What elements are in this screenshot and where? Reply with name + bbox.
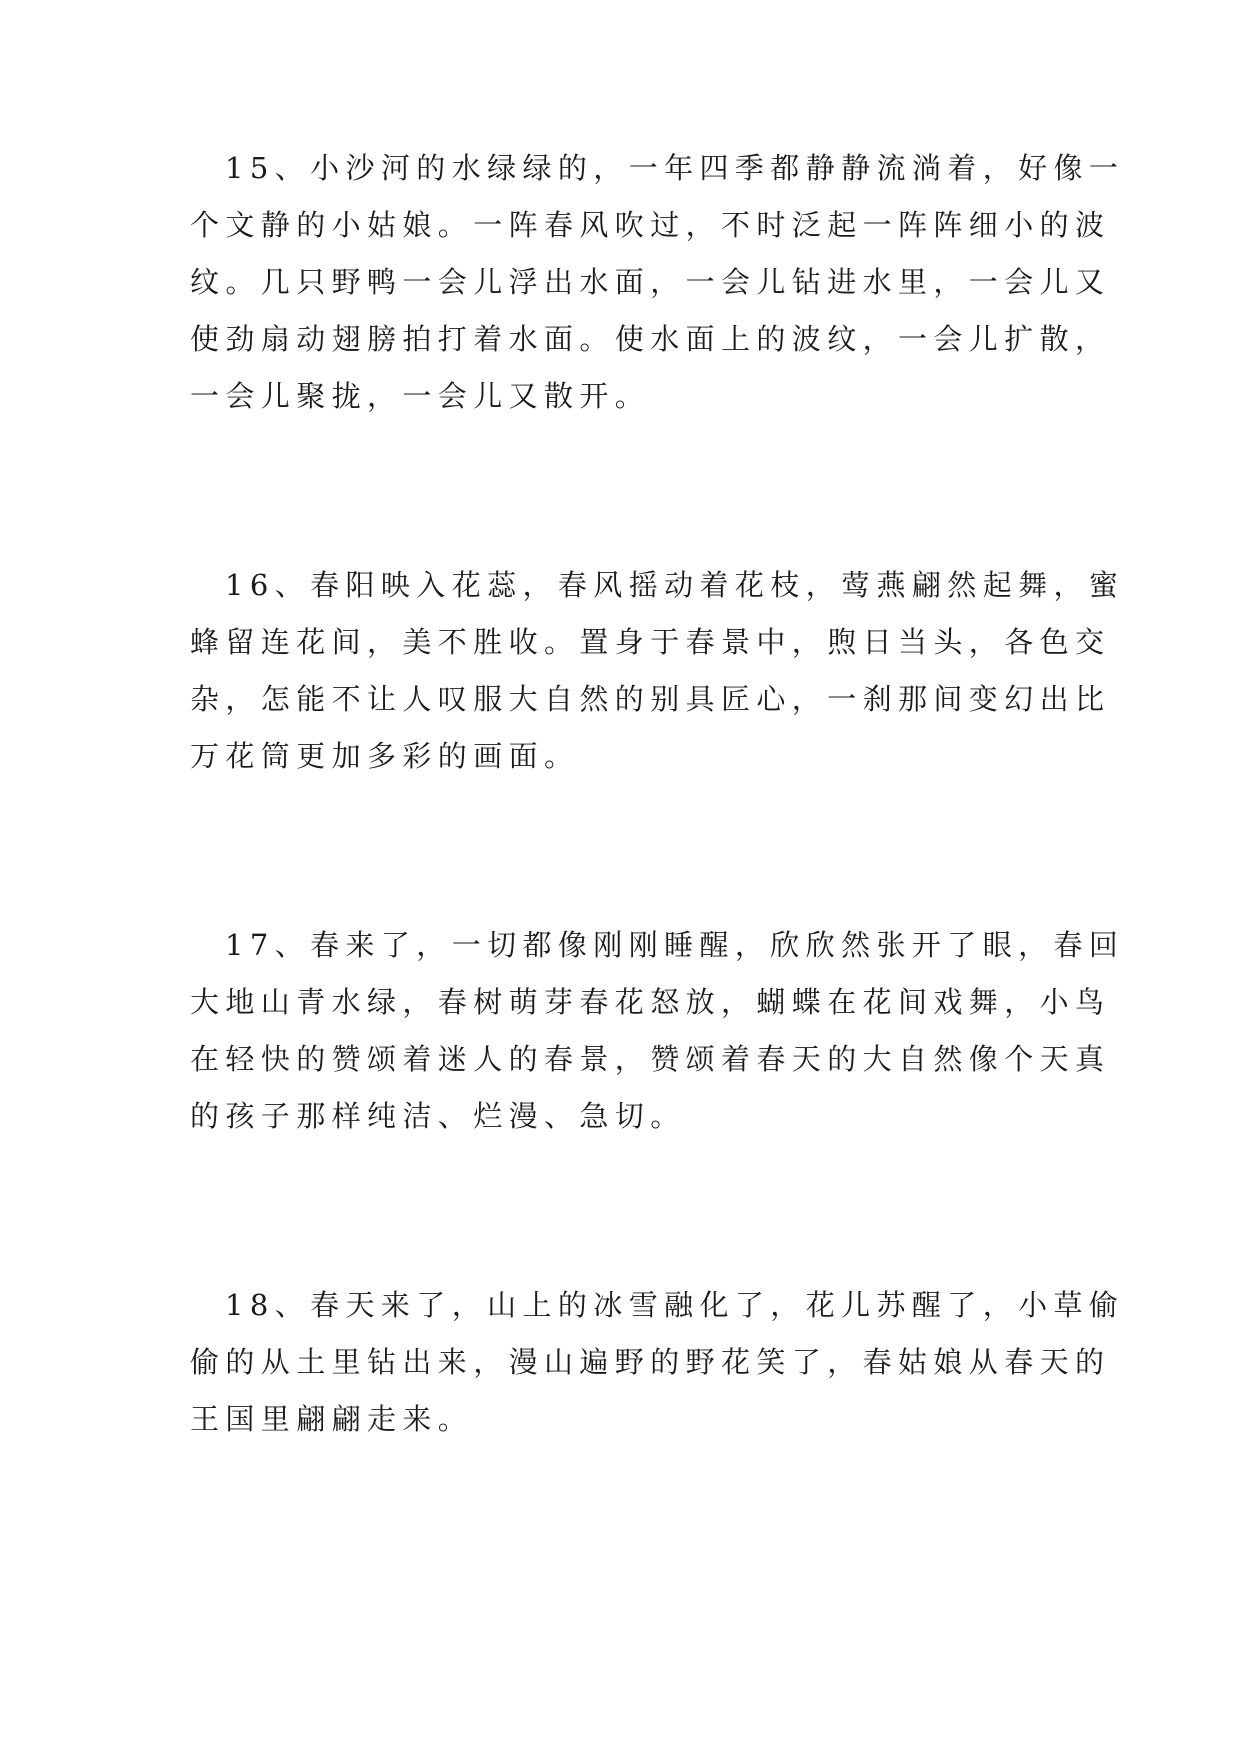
text-line: 16、春阳映入花蕊，春风摇动着花枝，莺燕翩然起舞，蜜: [225, 568, 1125, 602]
text-line: 使劲扇动翅膀拍打着水面。使水面上的波纹，一会儿扩散，: [190, 322, 1111, 356]
text-line: 大地山青水绿，春树萌芽春花怒放，蝴蝶在花间戏舞，小鸟: [190, 985, 1111, 1019]
text-line: 15、小沙河的水绿绿的，一年四季都静静流淌着，好像一: [225, 151, 1125, 185]
text-line: 王国里翩翩走来。: [190, 1402, 474, 1436]
text-line: 17、春来了，一切都像刚刚睡醒，欣欣然张开了眼，春回: [225, 928, 1125, 962]
text-line: 的孩子那样纯洁、烂漫、急切。: [190, 1099, 686, 1133]
text-line: 一会儿聚拢，一会儿又散开。: [190, 379, 651, 413]
text-line: 杂，怎能不让人叹服大自然的别具匠心，一刹那间变幻出比: [190, 682, 1111, 716]
text-line: 个文静的小姑娘。一阵春风吹过，不时泛起一阵阵细小的波: [190, 208, 1111, 242]
text-line: 18、春天来了，山上的冰雪融化了，花儿苏醒了，小草偷: [225, 1288, 1125, 1322]
text-line: 纹。几只野鸭一会儿浮出水面，一会儿钻进水里，一会儿又: [190, 265, 1111, 299]
text-line: 在轻快的赞颂着迷人的春景，赞颂着春天的大自然像个天真: [190, 1042, 1111, 1076]
text-line: 蜂留连花间，美不胜收。置身于春景中，煦日当头，各色交: [190, 625, 1111, 659]
text-line: 万花筒更加多彩的画面。: [190, 739, 580, 773]
text-line: 偷的从土里钻出来，漫山遍野的野花笑了，春姑娘从春天的: [190, 1345, 1111, 1379]
